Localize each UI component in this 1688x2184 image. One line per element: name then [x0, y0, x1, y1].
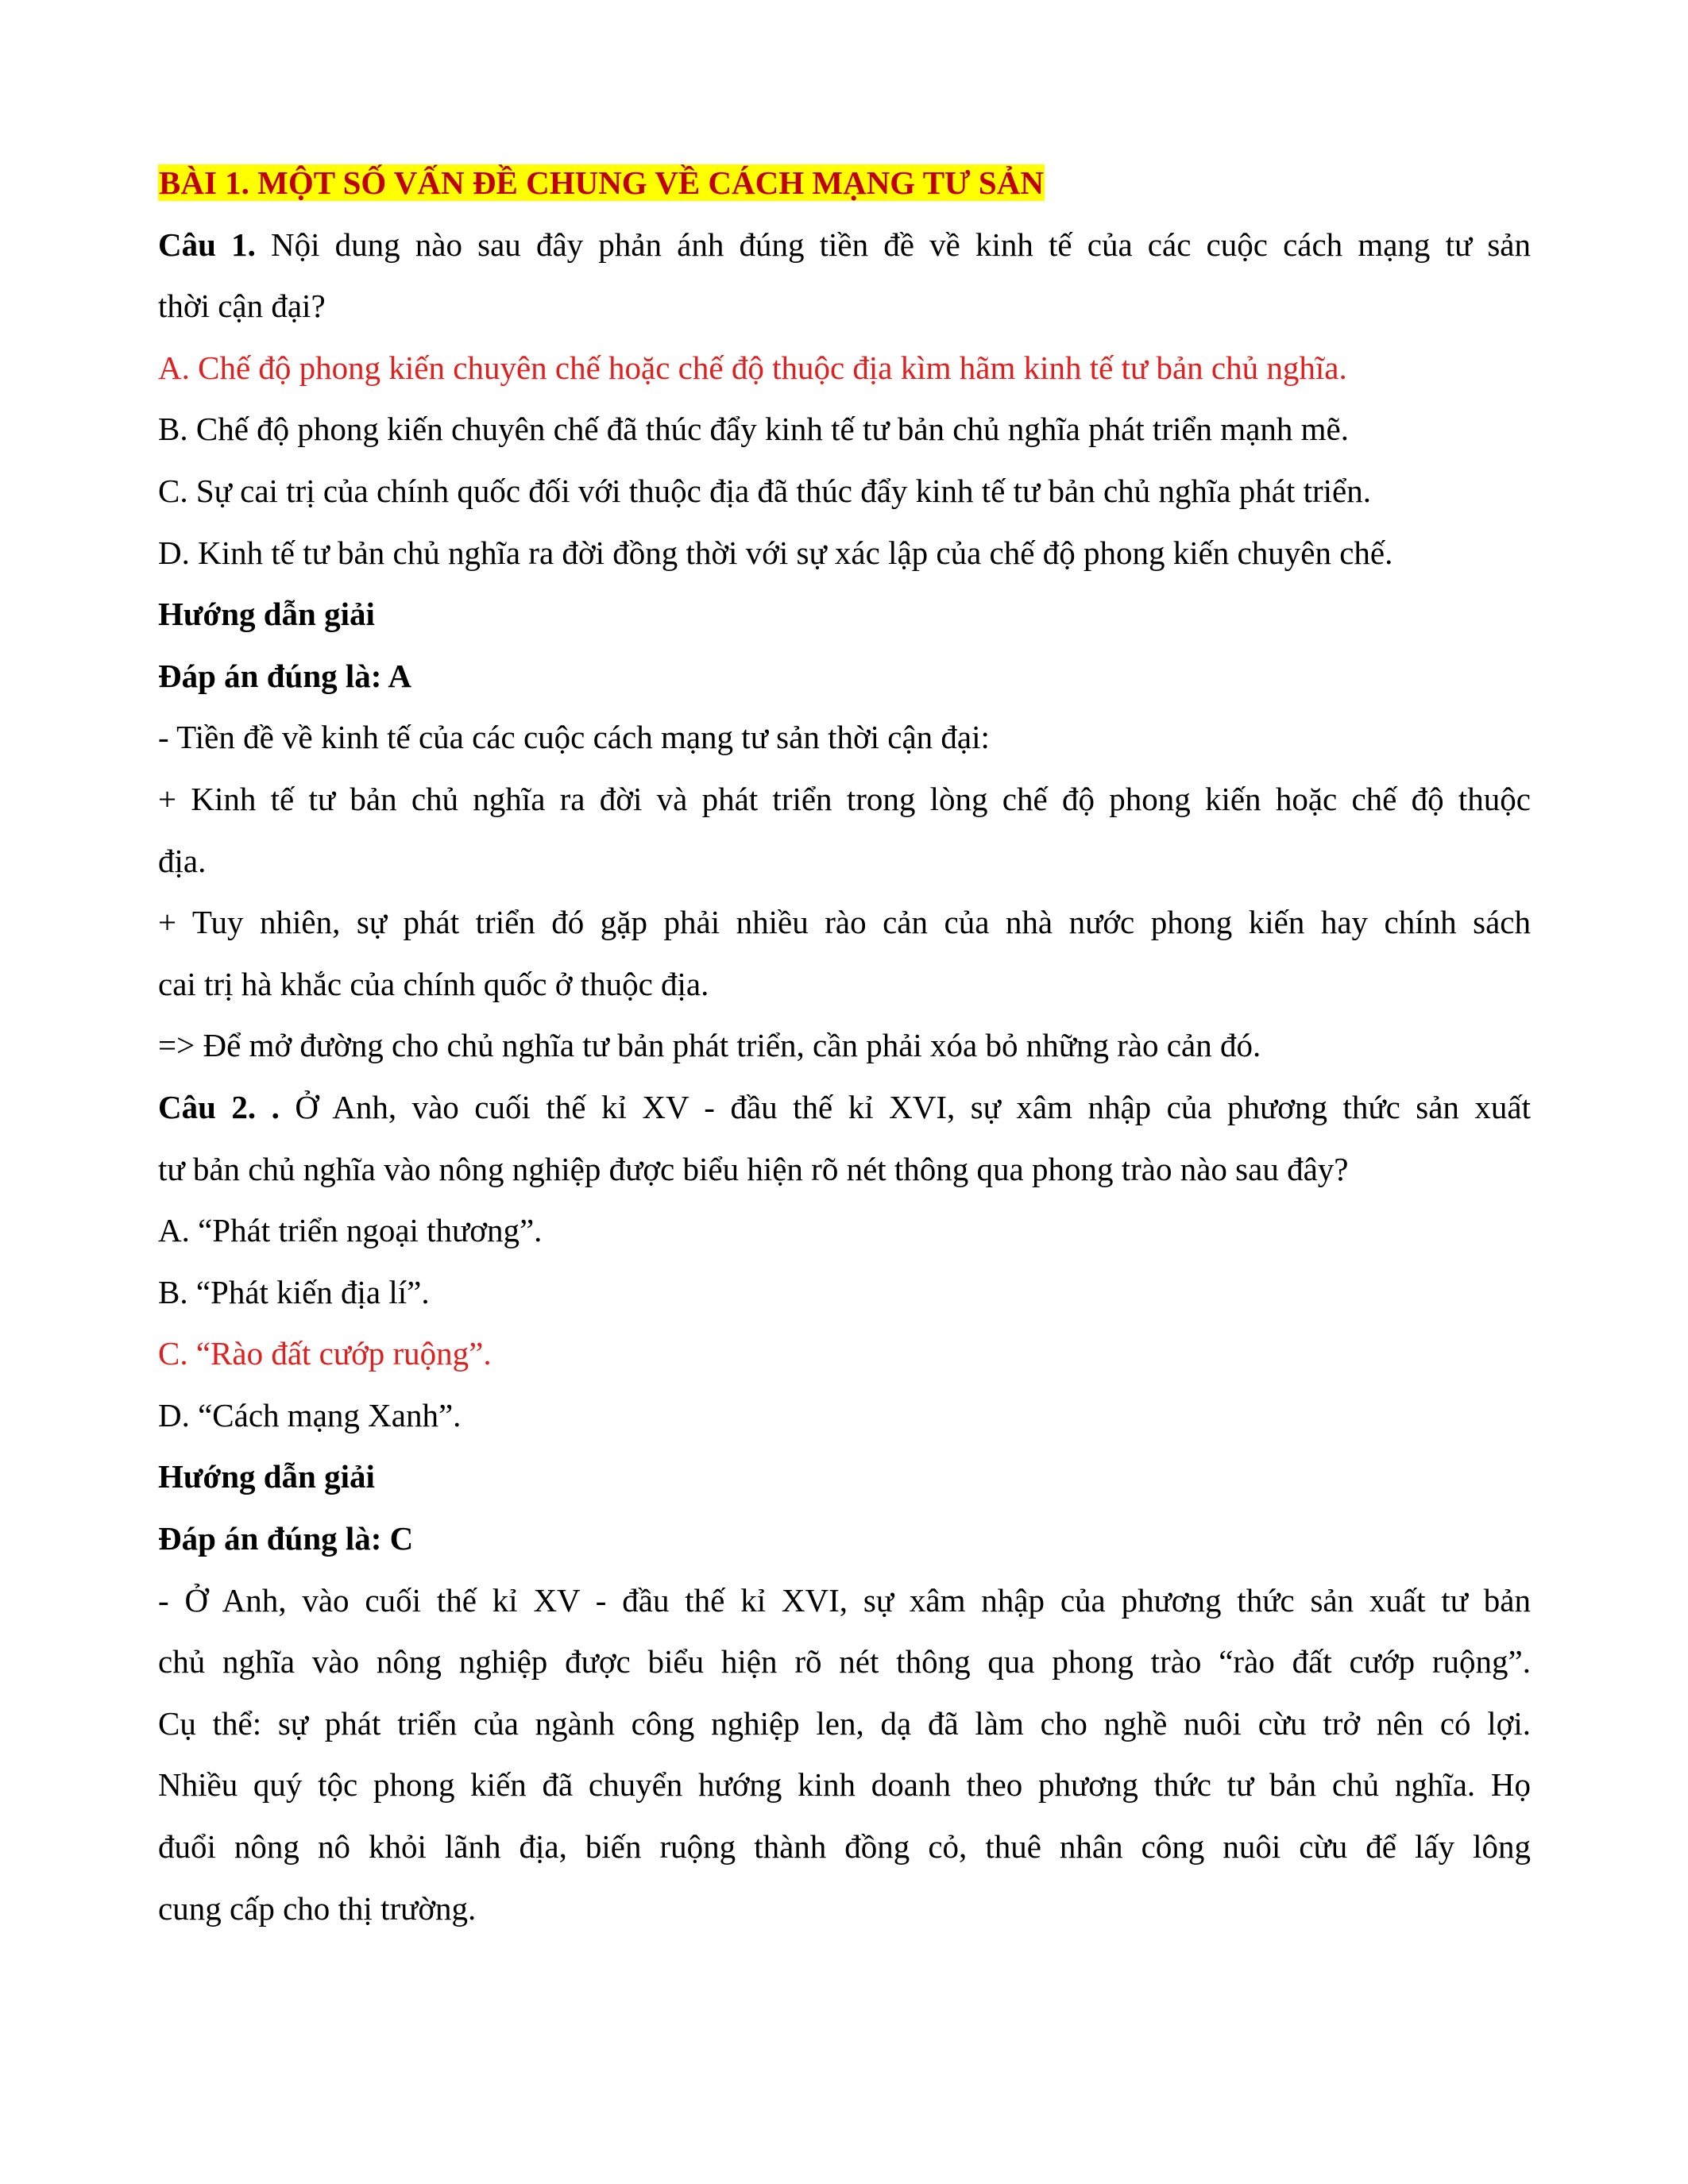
q1-stem-line1	[158, 214, 1531, 276]
q1-stem-line2: thời cận đại?	[158, 287, 326, 325]
title-line	[158, 152, 1531, 214]
lesson-title: BÀI 1. MỘT SỐ VẤN ĐỀ CHUNG VỀ CÁCH MẠNG TƯ SẢN	[159, 164, 1044, 201]
q1-label: Câu 1.	[158, 226, 256, 263]
q2-explanation-line: Nhiều quý tộc phong kiến đã chuyển hướng kinh doanh theo phương thức tư bản chủ nghĩa. Họ	[158, 1766, 1531, 1804]
q2-label: Câu 2. .	[158, 1088, 280, 1125]
q2-explanation-line: chủ nghĩa vào nông nghiệp được biểu hiện rõ nét thông qua phong trào “rào đất cướp ruộng”.	[158, 1643, 1531, 1680]
q2-explanation-line: cung cấp cho thị trường.	[158, 1889, 477, 1927]
q2-stem-line1	[158, 1077, 1531, 1139]
q1-explanation-line: + Kinh tế tư bản chủ nghĩa ra đời và phát triển trong lòng chế độ phong kiến hoặc chế độ thuộc	[158, 780, 1531, 817]
q1-option-d: D. Kinh tế tư bản chủ nghĩa ra đời đồng thời với sự xác lập của chế độ phong kiến chuyên chế.	[158, 534, 1393, 571]
q1-explanation-line: => Để mở đường cho chủ nghĩa tư bản phát triển, cần phải xóa bỏ những rào cản đó.	[158, 1027, 1261, 1064]
q1-option-c: C. Sự cai trị của chính quốc đối với thuộc địa đã thúc đẩy kinh tế tư bản chủ nghĩa phát triển.	[158, 472, 1371, 509]
q1-explanation-line: - Tiền đề về kinh tế của các cuộc cách mạng tư sản thời cận đại:	[158, 719, 990, 756]
q2-answer: Đáp án đúng là: C	[158, 1520, 414, 1557]
q2-explanation-line: đuổi nông nô khỏi lãnh địa, biến ruộng thành đồng cỏ, thuê nhân công nuôi cừu để lấy lông	[158, 1828, 1531, 1866]
q2-stem-line2: tư bản chủ nghĩa vào nông nghiệp được biểu hiện rõ nét thông qua phong trào nào sau đây?	[158, 1150, 1349, 1187]
q1-explanation-line: địa.	[158, 842, 207, 879]
q1-option-a: A. Chế độ phong kiến chuyên chế hoặc chế độ thuộc địa kìm hãm kinh tế tư bản chủ nghĩa.	[158, 349, 1347, 386]
q1-answer: Đáp án đúng là: A	[158, 657, 412, 694]
q1-stem-text1: Nội dung nào sau đây phản ánh đúng tiền đề về kinh tế của các cuộc cách mạng tư sản	[255, 226, 1531, 263]
q2-explanation-line: - Ở Anh, vào cuối thế kỉ XV - đầu thế kỉ XVI, sự xâm nhập của phương thức sản xuất tư bản	[158, 1581, 1531, 1619]
q1-explanation-line: cai trị hà khắc của chính quốc ở thuộc địa.	[158, 965, 709, 1002]
q2-guide-heading: Hướng dẫn giải	[158, 1458, 375, 1495]
q2-stem-text1: Ở Anh, vào cuối thế kỉ XV - đầu thế kỉ XVI, sự xâm nhập của phương thức sản xuất	[279, 1088, 1531, 1125]
q2-option-b: B. “Phát kiến địa lí”.	[158, 1273, 430, 1310]
q1-explanation-line: + Tuy nhiên, sự phát triển đó gặp phải nhiều rào cản của nhà nước phong kiến hay chính sách	[158, 904, 1531, 941]
q2-explanation-line: Cụ thể: sự phát triển của ngành công nghiệp len, dạ đã làm cho nghề nuôi cừu trở nên có lợi.	[158, 1704, 1531, 1742]
q2-option-d: D. “Cách mạng Xanh”.	[158, 1396, 462, 1433]
q2-option-c: C. “Rào đất cướp ruộng”.	[158, 1335, 492, 1372]
q1-guide-heading: Hướng dẫn giải	[158, 596, 375, 633]
q1-option-b: B. Chế độ phong kiến chuyên chế đã thúc đẩy kinh tế tư bản chủ nghĩa phát triển mạnh mẽ.	[158, 411, 1349, 448]
document-page	[158, 152, 1531, 1939]
q2-option-a: A. “Phát triển ngoại thương”.	[158, 1212, 543, 1249]
